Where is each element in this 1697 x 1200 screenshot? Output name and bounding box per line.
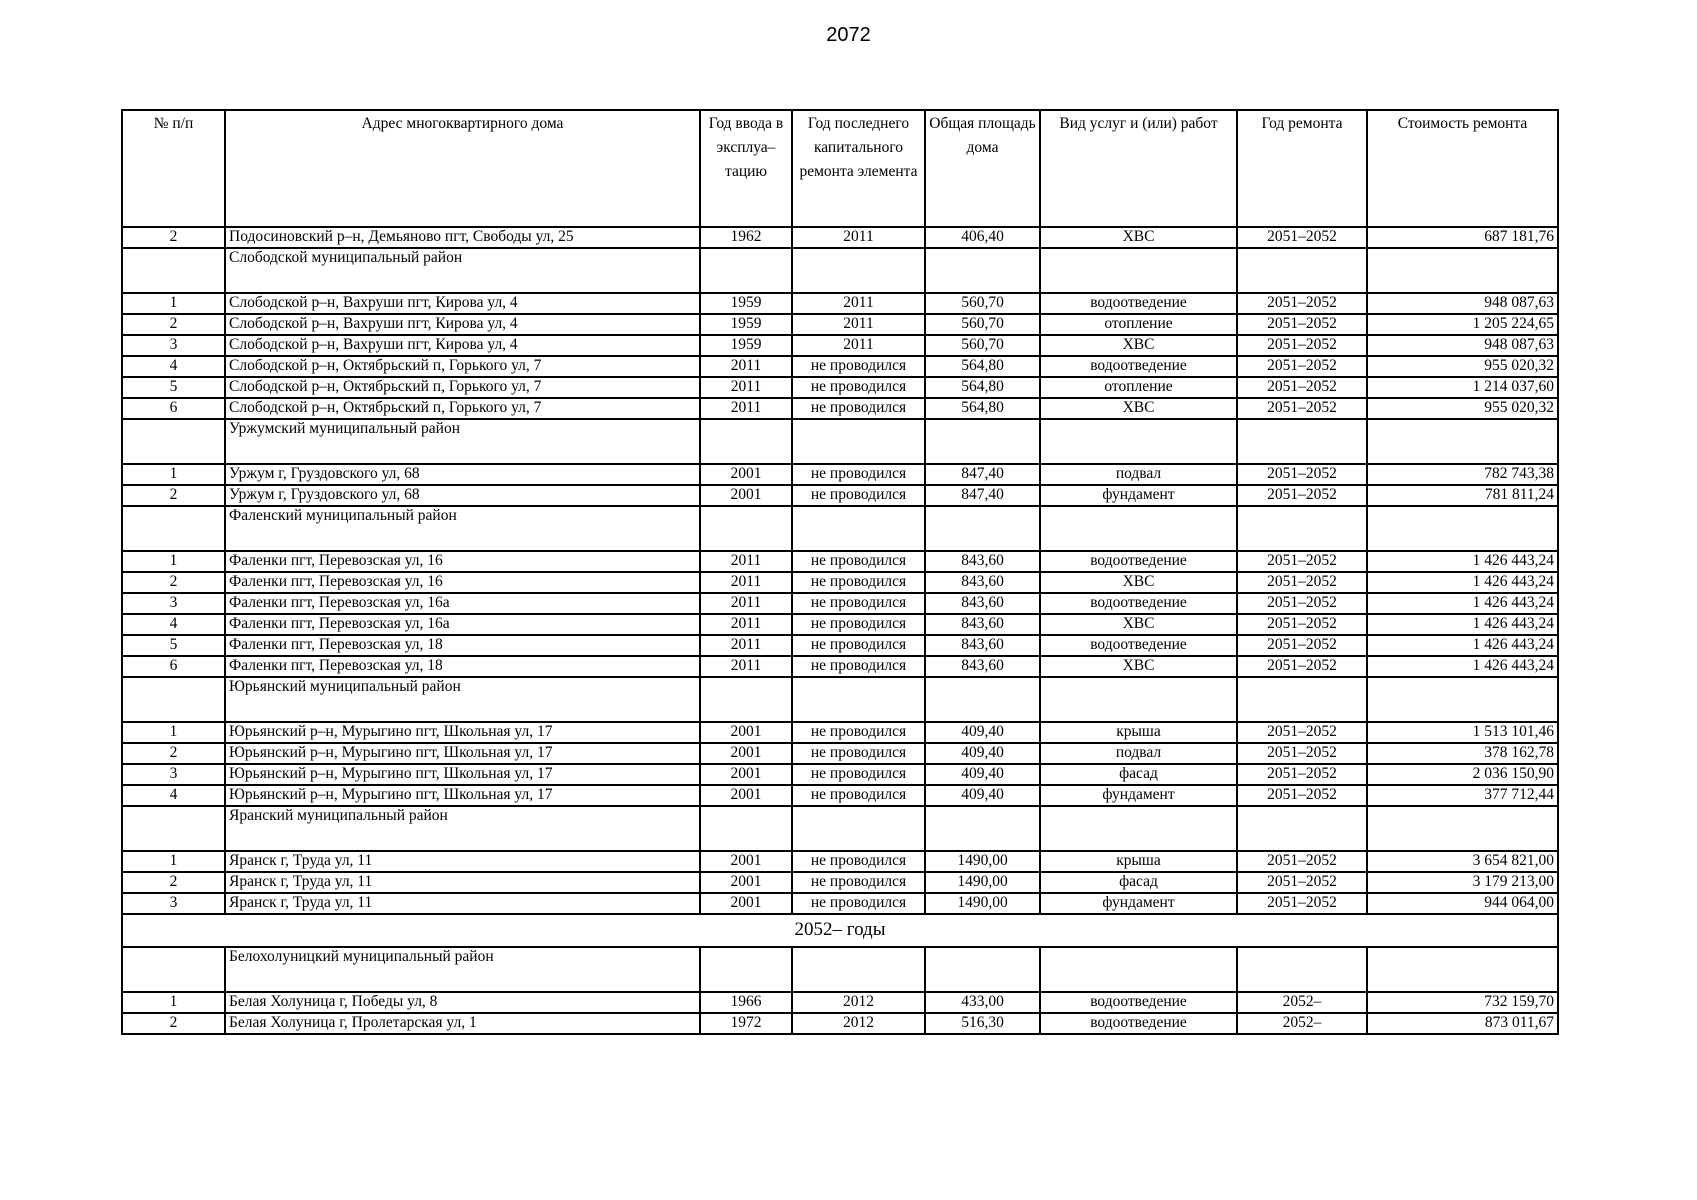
cell-address: Слободской р–н, Вахруши пгт, Кирова ул, 4 [225,293,700,314]
table-row [122,1013,1558,1034]
cell-repair-year: 2051–2052 [1237,398,1367,419]
cell-year-built: 2001 [700,743,792,764]
district-row [122,419,1558,464]
cell-num: 2 [122,872,225,893]
table-row [122,551,1558,572]
cell-num: 2 [122,314,225,335]
cell-area: 843,60 [925,593,1040,614]
cell-area: 409,40 [925,785,1040,806]
empty-cell [700,506,792,551]
district-row [122,806,1558,851]
empty-cell [1237,248,1367,293]
cell-cost: 1 426 443,24 [1367,593,1558,614]
cell-area: 564,80 [925,398,1040,419]
table-row [122,314,1558,335]
cell-area: 409,40 [925,743,1040,764]
header-cost: Стоимость ремонта [1367,110,1558,227]
cell-last-repair: не проводился [792,872,925,893]
cell-year-built: 2001 [700,764,792,785]
district-row [122,677,1558,722]
cell-cost: 948 087,63 [1367,293,1558,314]
cell-work-type: водоотведение [1040,356,1237,377]
header-area: Общая площадь дома [925,110,1040,227]
empty-cell [122,806,225,851]
cell-cost: 873 011,67 [1367,1013,1558,1034]
cell-address: Юрьянский р–н, Мурыгино пгт, Школьная ул, 17 [225,722,700,743]
empty-cell [1040,419,1237,464]
table-row [122,743,1558,764]
cell-address: Слободской р–н, Вахруши пгт, Кирова ул, 4 [225,335,700,356]
cell-num: 1 [122,551,225,572]
cell-cost: 782 743,38 [1367,464,1558,485]
cell-cost: 948 087,63 [1367,335,1558,356]
cell-num: 3 [122,764,225,785]
cell-address: Слободской р–н, Октябрьский п, Горького ул, 7 [225,377,700,398]
cell-address: Яранск г, Труда ул, 11 [225,851,700,872]
table-row [122,992,1558,1013]
cell-work-type: водоотведение [1040,1013,1237,1034]
cell-cost: 687 181,76 [1367,227,1558,248]
cell-year-built: 2001 [700,851,792,872]
district-name: Юрьянский муниципальный район [225,677,700,722]
empty-cell [792,947,925,992]
empty-cell [1040,677,1237,722]
cell-last-repair: не проводился [792,635,925,656]
cell-last-repair: не проводился [792,722,925,743]
cell-cost: 944 064,00 [1367,893,1558,914]
cell-area: 1490,00 [925,872,1040,893]
cell-year-built: 2001 [700,872,792,893]
header-repair-year: Год ремонта [1237,110,1367,227]
table-row [122,722,1558,743]
table-body [122,227,1558,1034]
year-section-row [122,914,1558,947]
cell-year-built: 2001 [700,785,792,806]
cell-cost: 1 513 101,46 [1367,722,1558,743]
empty-cell [792,248,925,293]
cell-cost: 732 159,70 [1367,992,1558,1013]
table-row [122,785,1558,806]
cell-repair-year: 2051–2052 [1237,656,1367,677]
empty-cell [925,947,1040,992]
cell-work-type: ХВС [1040,398,1237,419]
cell-area: 847,40 [925,485,1040,506]
empty-cell [1237,677,1367,722]
cell-last-repair: 2011 [792,335,925,356]
cell-repair-year: 2051–2052 [1237,293,1367,314]
table-row [122,485,1558,506]
cell-year-built: 2011 [700,377,792,398]
cell-last-repair: 2011 [792,314,925,335]
cell-last-repair: не проводился [792,572,925,593]
empty-cell [700,806,792,851]
cell-num: 1 [122,293,225,314]
cell-area: 843,60 [925,614,1040,635]
year-section-heading: 2052– годы [122,914,1558,947]
header-work-type: Вид услуг и (или) работ [1040,110,1237,227]
cell-address: Фаленки пгт, Перевозская ул, 16а [225,614,700,635]
cell-num: 2 [122,1013,225,1034]
cell-area: 843,60 [925,635,1040,656]
empty-cell [1237,419,1367,464]
district-row [122,947,1558,992]
cell-num: 1 [122,464,225,485]
cell-year-built: 2011 [700,398,792,419]
table-row [122,593,1558,614]
cell-last-repair: не проводился [792,377,925,398]
cell-area: 560,70 [925,293,1040,314]
empty-cell [792,677,925,722]
cell-repair-year: 2051–2052 [1237,572,1367,593]
cell-num: 2 [122,743,225,764]
cell-cost: 1 426 443,24 [1367,656,1558,677]
cell-work-type: ХВС [1040,656,1237,677]
empty-cell [925,248,1040,293]
cell-num: 1 [122,722,225,743]
cell-repair-year: 2051–2052 [1237,227,1367,248]
cell-repair-year: 2051–2052 [1237,893,1367,914]
cell-work-type: подвал [1040,464,1237,485]
cell-work-type: ХВС [1040,614,1237,635]
cell-cost: 2 036 150,90 [1367,764,1558,785]
cell-num: 4 [122,785,225,806]
cell-work-type: ХВС [1040,572,1237,593]
empty-cell [925,677,1040,722]
cell-repair-year: 2051–2052 [1237,722,1367,743]
empty-cell [1367,248,1558,293]
cell-repair-year: 2051–2052 [1237,314,1367,335]
cell-num: 3 [122,593,225,614]
cell-last-repair: не проводился [792,614,925,635]
district-name: Фаленский муниципальный район [225,506,700,551]
cell-num: 3 [122,335,225,356]
cell-num: 5 [122,635,225,656]
table-row [122,635,1558,656]
empty-cell [122,506,225,551]
cell-last-repair: не проводился [792,764,925,785]
cell-address: Юрьянский р–н, Мурыгино пгт, Школьная ул, 17 [225,764,700,785]
cell-last-repair: не проводился [792,398,925,419]
district-name: Белохолуницкий муниципальный район [225,947,700,992]
cell-address: Слободской р–н, Октябрьский п, Горького ул, 7 [225,356,700,377]
cell-year-built: 2001 [700,722,792,743]
empty-cell [1237,506,1367,551]
empty-cell [1367,806,1558,851]
table-row [122,356,1558,377]
cell-cost: 378 162,78 [1367,743,1558,764]
cell-area: 433,00 [925,992,1040,1013]
cell-cost: 781 811,24 [1367,485,1558,506]
empty-cell [700,677,792,722]
cell-repair-year: 2051–2052 [1237,377,1367,398]
empty-cell [700,419,792,464]
empty-cell [925,506,1040,551]
table-row [122,893,1558,914]
cell-address: Уржум г, Груздовского ул, 68 [225,464,700,485]
cell-num: 2 [122,572,225,593]
cell-cost: 955 020,32 [1367,356,1558,377]
cell-area: 560,70 [925,314,1040,335]
cell-address: Фаленки пгт, Перевозская ул, 16 [225,572,700,593]
empty-cell [925,419,1040,464]
cell-area: 564,80 [925,377,1040,398]
header-year-built: Год ввода в эксплуа–тацию [700,110,792,227]
cell-work-type: водоотведение [1040,593,1237,614]
cell-last-repair: 2012 [792,992,925,1013]
cell-cost: 377 712,44 [1367,785,1558,806]
table-row [122,293,1558,314]
cell-cost: 1 214 037,60 [1367,377,1558,398]
header-num: № п/п [122,110,225,227]
cell-num: 1 [122,992,225,1013]
cell-last-repair: не проводился [792,893,925,914]
cell-address: Фаленки пгт, Перевозская ул, 16 [225,551,700,572]
cell-area: 843,60 [925,551,1040,572]
cell-area: 409,40 [925,764,1040,785]
cell-address: Подосиновский р–н, Демьяново пгт, Свободы ул, 25 [225,227,700,248]
cell-address: Уржум г, Груздовского ул, 68 [225,485,700,506]
cell-num: 5 [122,377,225,398]
cell-address: Юрьянский р–н, Мурыгино пгт, Школьная ул, 17 [225,743,700,764]
table-row [122,398,1558,419]
cell-num: 2 [122,485,225,506]
cell-num: 4 [122,356,225,377]
cell-repair-year: 2051–2052 [1237,785,1367,806]
cell-cost: 3 654 821,00 [1367,851,1558,872]
cell-year-built: 1966 [700,992,792,1013]
table-row [122,656,1558,677]
empty-cell [700,248,792,293]
cell-work-type: отопление [1040,377,1237,398]
empty-cell [1040,506,1237,551]
empty-cell [1040,947,1237,992]
cell-num: 6 [122,656,225,677]
cell-area: 843,60 [925,572,1040,593]
table-row [122,614,1558,635]
empty-cell [122,419,225,464]
cell-last-repair: не проводился [792,485,925,506]
header-address: Адрес многоквартирного дома [225,110,700,227]
cell-num: 1 [122,851,225,872]
cell-year-built: 2011 [700,656,792,677]
cell-area: 1490,00 [925,851,1040,872]
empty-cell [1367,506,1558,551]
cell-area: 1490,00 [925,893,1040,914]
repair-schedule-table [121,109,1559,1035]
cell-address: Фаленки пгт, Перевозская ул, 18 [225,635,700,656]
empty-cell [122,248,225,293]
cell-year-built: 2011 [700,635,792,656]
cell-area: 516,30 [925,1013,1040,1034]
cell-cost: 1 426 443,24 [1367,551,1558,572]
cell-year-built: 2011 [700,614,792,635]
cell-repair-year: 2051–2052 [1237,743,1367,764]
cell-num: 4 [122,614,225,635]
table-row [122,377,1558,398]
cell-address: Фаленки пгт, Перевозская ул, 18 [225,656,700,677]
cell-area: 409,40 [925,722,1040,743]
cell-last-repair: не проводился [792,851,925,872]
cell-year-built: 2011 [700,593,792,614]
cell-cost: 3 179 213,00 [1367,872,1558,893]
cell-work-type: крыша [1040,722,1237,743]
table-row [122,227,1558,248]
cell-last-repair: 2012 [792,1013,925,1034]
cell-year-built: 1962 [700,227,792,248]
cell-work-type: фундамент [1040,893,1237,914]
table-row [122,335,1558,356]
empty-cell [792,419,925,464]
empty-cell [792,506,925,551]
table-row [122,851,1558,872]
empty-cell [122,947,225,992]
cell-repair-year: 2051–2052 [1237,764,1367,785]
cell-repair-year: 2051–2052 [1237,356,1367,377]
cell-work-type: фундамент [1040,785,1237,806]
cell-year-built: 1972 [700,1013,792,1034]
table-row [122,764,1558,785]
cell-repair-year: 2051–2052 [1237,551,1367,572]
cell-repair-year: 2052– [1237,1013,1367,1034]
cell-work-type: водоотведение [1040,293,1237,314]
cell-year-built: 1959 [700,314,792,335]
header-last-repair: Год последнего капитального ремонта элемента [792,110,925,227]
table-row [122,572,1558,593]
cell-repair-year: 2051–2052 [1237,593,1367,614]
cell-repair-year: 2051–2052 [1237,335,1367,356]
empty-cell [925,806,1040,851]
cell-cost: 1 426 443,24 [1367,635,1558,656]
cell-work-type: крыша [1040,851,1237,872]
cell-last-repair: 2011 [792,227,925,248]
empty-cell [792,806,925,851]
cell-address: Слободской р–н, Октябрьский п, Горького ул, 7 [225,398,700,419]
empty-cell [1040,806,1237,851]
cell-year-built: 2011 [700,551,792,572]
empty-cell [122,677,225,722]
cell-repair-year: 2051–2052 [1237,485,1367,506]
cell-cost: 1 205 224,65 [1367,314,1558,335]
cell-work-type: ХВС [1040,335,1237,356]
cell-year-built: 2011 [700,356,792,377]
cell-repair-year: 2052– [1237,992,1367,1013]
page-number: 2072 [826,24,871,46]
empty-cell [1237,806,1367,851]
cell-cost: 1 426 443,24 [1367,614,1558,635]
cell-last-repair: не проводился [792,356,925,377]
cell-repair-year: 2051–2052 [1237,635,1367,656]
cell-num: 2 [122,227,225,248]
cell-year-built: 2001 [700,464,792,485]
table-row [122,872,1558,893]
cell-area: 406,40 [925,227,1040,248]
cell-last-repair: не проводился [792,464,925,485]
cell-cost: 955 020,32 [1367,398,1558,419]
cell-area: 843,60 [925,656,1040,677]
cell-year-built: 2001 [700,893,792,914]
cell-work-type: фундамент [1040,485,1237,506]
empty-cell [1367,677,1558,722]
cell-address: Яранск г, Труда ул, 11 [225,893,700,914]
district-name: Яранский муниципальный район [225,806,700,851]
cell-address: Юрьянский р–н, Мурыгино пгт, Школьная ул, 17 [225,785,700,806]
cell-repair-year: 2051–2052 [1237,851,1367,872]
cell-repair-year: 2051–2052 [1237,872,1367,893]
cell-area: 564,80 [925,356,1040,377]
table-row [122,464,1558,485]
cell-last-repair: не проводился [792,743,925,764]
empty-cell [1040,248,1237,293]
district-name: Слободской муниципальный район [225,248,700,293]
cell-num: 6 [122,398,225,419]
empty-cell [1367,419,1558,464]
cell-last-repair: не проводился [792,593,925,614]
cell-address: Слободской р–н, Вахруши пгт, Кирова ул, 4 [225,314,700,335]
cell-year-built: 1959 [700,335,792,356]
cell-year-built: 2011 [700,572,792,593]
cell-address: Фаленки пгт, Перевозская ул, 16а [225,593,700,614]
cell-repair-year: 2051–2052 [1237,464,1367,485]
cell-address: Яранск г, Труда ул, 11 [225,872,700,893]
empty-cell [1367,947,1558,992]
cell-last-repair: не проводился [792,656,925,677]
cell-cost: 1 426 443,24 [1367,572,1558,593]
cell-year-built: 1959 [700,293,792,314]
cell-last-repair: 2011 [792,293,925,314]
cell-work-type: ХВС [1040,227,1237,248]
cell-work-type: водоотведение [1040,551,1237,572]
cell-year-built: 2001 [700,485,792,506]
cell-repair-year: 2051–2052 [1237,614,1367,635]
cell-work-type: подвал [1040,743,1237,764]
cell-work-type: водоотведение [1040,992,1237,1013]
district-row [122,506,1558,551]
cell-last-repair: не проводился [792,785,925,806]
cell-work-type: фасад [1040,764,1237,785]
empty-cell [1237,947,1367,992]
cell-address: Белая Холуница г, Пролетарская ул, 1 [225,1013,700,1034]
cell-num: 3 [122,893,225,914]
cell-last-repair: не проводился [792,551,925,572]
table-header-row [122,110,1558,227]
cell-address: Белая Холуница г, Победы ул, 8 [225,992,700,1013]
empty-cell [700,947,792,992]
cell-work-type: водоотведение [1040,635,1237,656]
district-name: Уржумский муниципальный район [225,419,700,464]
cell-area: 847,40 [925,464,1040,485]
cell-work-type: отопление [1040,314,1237,335]
district-row [122,248,1558,293]
cell-area: 560,70 [925,335,1040,356]
cell-work-type: фасад [1040,872,1237,893]
